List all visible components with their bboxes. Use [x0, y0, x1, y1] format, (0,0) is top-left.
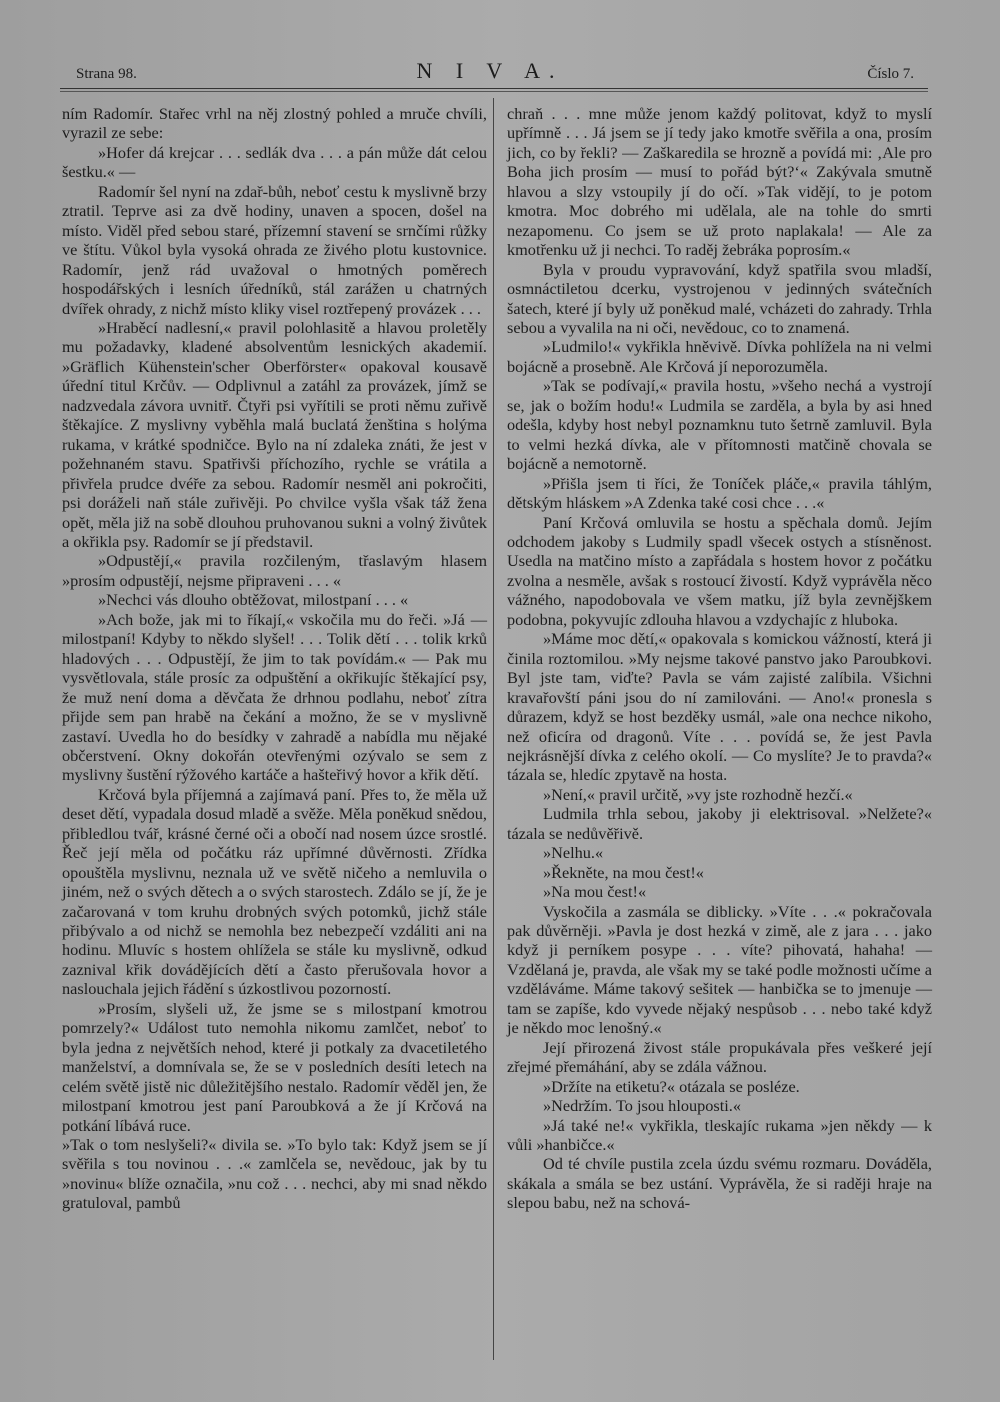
- paragraph: »Ludmilo!« vykřikla hněvivě. Dívka pohlížela na ni velmi bojácně a prosebně. Ale Krčová jí neporozuměla.: [507, 337, 932, 376]
- paragraph: »Nechci vás dlouho obtěžovat, milostpaní . . . «: [98, 590, 409, 610]
- paragraph: »Přišla jsem ti říci, že Toníček pláče,« pravila táhlým, dětským hláskem »A Zdenka také cosi chce . . .«: [507, 473, 932, 513]
- paragraph: ním Radomír. Stařec vrhl na něj zlostný pohled a mruče chvíli, vyrazil ze sebe:: [62, 104, 487, 143]
- paragraph: »Hraběcí nadlesní,« pravil polohlasitě a hlavou proletěly mu požadavky, kladené absolventům lesnických akademií. »Gräflich Kühenstein'scher Oberförster« opakoval kousavě úřední titul Krčův. — Odplivnul a zatáhl za provázek, jímž se nadzvedala závora uvnitř. Čtyři psi vyřítili se proti němu zuřivě štěkajíce. Z myslivny vyběhla malá buclatá ženština s holýma rukama, v krátké spodničce. Bylo na ní zdaleka znáti, že jest v požehnaném stavu. Spatřivši příchozího, rychle se vrátila a přivřela prudce dvéře za sebou. Radomír nesměl ani pokročiti, psi doráželi naň stále zuřivěji. Po chvilce vyšla však táž žena opět, měla již na sobě dlouhou pruhovanou sukni a volný živůtek a okřikla psy. Radomír se jí představil.: [62, 317, 487, 551]
- paragraph: »Nelhu.«: [543, 843, 604, 863]
- paragraph: »Odpustějí,« pravila rozčileným, třaslavým hlasem »prosím odpustějí, nejsme připraveni . . . «: [62, 551, 487, 590]
- header-rule-thin: [60, 91, 928, 92]
- paragraph: »Držíte na etiketu?« otázala se posléze.: [543, 1076, 800, 1096]
- left-column: [62, 104, 487, 1213]
- journal-title: N I V A.: [416, 58, 564, 83]
- paragraph: »Hofer dá krejcar . . . sedlák dva . . . a pán může dát celou šestku.« —: [62, 142, 487, 182]
- paragraph: Od té chvíle pustila zcela úzdu svému rozmaru. Dováděla, skákala a smála se bez ustání. Vyprávěla, že si raději hraje na slepou babu, než na schová-: [507, 1154, 932, 1213]
- paragraph: Byla v proudu vypravování, když spatřila svou mladší, osmnáctiletou dcerku, vystrojenou v jedinných svátečních šatech, které jí byly už poněkud malé, vcházeti do zahrady. Trhla sebou a vyvalila na ni oči, nevědouc, co to znamená.: [507, 259, 932, 337]
- page-number: Strana 98.: [76, 66, 137, 82]
- header-rule: [60, 88, 928, 89]
- paragraph: »Já také ne!« vykřikla, tleskajíc rukama »jen někdy — k vůli »hanbičce.«: [507, 1115, 932, 1155]
- column-divider: [493, 98, 494, 1360]
- paragraph: chraň . . . mne může jenom každý politovat, když to myslí upřímně . . . Já jsem se jí tedy jako kmotře svěřila a ona, prosím jich, co by řekli? — Zaškaredila se hrozně a povídá mi: ‚Ale pro Boha jich prosím — musí to pořád být?‘« Zakývala smutně hlavou a slzy vstoupily jí do očí. »Tak vidějí, to je potom kmotra. Moc dobrého mi udělala, ale na tohle do smrti nezapomenu. Co jsem se už proto naplakala! — Ale za kmotřenku už ji nechci. To raděj žebráka poprosím.«: [507, 104, 932, 260]
- paragraph: Krčová byla příjemná a zajímavá paní. Přes to, že měla už deset dětí, vypadala dosud mladě a svěže. Měla poněkud snědou, přibledlou tvář, krásné černé oči a obočí nad nosem úzce srostlé. Řeč její měla od počátku ráz upřímné důvěrnosti. Zřídka opouštěla myslivnu, neznala už ve světě ničeho a nemluvila o jiném, než o svých dětech a o svých starostech. Zdálo se jí, že je začarovaná v tom kruhu drobných svých potomků, jichž stále přibývalo a od nichž se nemohla bez nebezpečí vzdáliti ani na hodinu. Mluvíc s hostem ohlížela se stále ku myslivně, odkud zaznival křik dovádějících dětí a často přerušovala hovor a naslouchala jejich řádění s úzkostlivou pozorností.: [62, 784, 487, 999]
- paragraph: »Na mou čest!«: [543, 882, 647, 902]
- paragraph: Ludmila trhla sebou, jakoby ji elektrisoval. »Nelžete?« tázala se nedůvěřivě.: [507, 804, 932, 843]
- paragraph: »Tak se podívají,« pravila hostu, »všeho nechá a vystrojí se, jak o božím hodu!« Ludmila se zarděla, a byla by asi hned odešla, kdyby host nebyl poznamknu tuto šetrně zamluvil. Byla to velmi hezká dívka, ale v přítomnosti matčině chovala se bojácně a nemotorně.: [507, 376, 932, 474]
- paragraph: »Máme moc dětí,« opakovala s komickou vážností, která ji činila roztomilou. »My nejsme takové panstvo jako Paroubkovi. Byl jste tam, viďte? Pavla se vám zajisté zalíbila. Všichni kravařovští páni jsou do ní zamilováni. — Ano!« pronesla s důrazem, když se host bezděky usmál, »ale ona nechce nikoho, než oficíra od dragonů. Víte . . . povídá se, že jest Pavla nejkrásnější dívka z celého okolí. — Co myslíte? Je to pravda?« tázala se, hledíc zpytavě na hosta.: [507, 629, 932, 785]
- paragraph: »Řekněte, na mou čest!«: [543, 862, 704, 882]
- paragraph: »Není,« pravil určitě, »vy jste rozhodně hezčí.«: [543, 784, 853, 804]
- paragraph: »Tak o tom neslyšeli?« divila se. »To bylo tak: Když jsem se jí svěřila s tou novinou . . .« zamlčela se, nevědouc, jak by tu »novinu« blíže označila, »nu což . . . nechci, aby mi snad někdo gratuloval, pambů: [62, 1135, 487, 1213]
- page-header: [60, 58, 920, 84]
- paragraph: Vyskočila a zasmála se diblicky. »Víte . . .« pokračovala pak důvěrněji. »Pavla je dost hezká v zimě, ale z jara . . . jako když ji perníkem posype . . . víte? pihovatá, hahaha! — Vzdělaná je, pravda, ale však my se také podle možnosti učíme a vzděláváme. Máme takový sešitek — hanbička se to jmenuje — tam se zapíše, kdo vyvede nějaký nespůsob . . . nebo také když je někdo moc lenošný.«: [507, 901, 932, 1038]
- right-column: [507, 104, 932, 1213]
- paragraph: »Prosím, slyšeli už, že jsme se s milostpaní kmotrou pomrzely?« Událost tuto nemohla nikomu zamlčet, neboť to byla jedna z největších nehod, které ji potkaly za dvacetiletého manželství, a domnívala se, že se v posledních desíti letech na celém světě jistě nic důležitějšího nestalo. Radomír věděl jen, že milostpaní kmotrou jest paní Paroubková a že jí Krčová na potkání líbává ruce.: [62, 998, 487, 1135]
- paragraph: Paní Krčová omluvila se hostu a spěchala domů. Jejím odchodem jakoby s Ludmily spadl všecek ostych a stísněnost. Usedla na matčino místo a zapřádala s hostem hovor z počátku zvolna a nesměle, avšak s rostoucí živostí. Když vyprávěla něco vážného, napodobovala ve všem matku, jíž byla zevnějškem podobna, pokyvujíc zdlouha hlavou a vzdychajíc z hluboka.: [507, 512, 932, 629]
- paragraph: Její přirozená živost stále propukávala přes veškeré její zřejmé přemáhání, aby se zdála vážnou.: [507, 1037, 932, 1077]
- paragraph: Radomír šel nyní na zdař-bůh, neboť cestu k myslivně brzy ztratil. Teprve asi za dvě hodiny, unaven a spocen, došel na místo. Viděl před sebou staré, přízemní stavení se srnčími růžky ve štítu. Vůkol byla vysoká ohrada ze živého plotu kustovnice. Radomír, jenž rád uvažoval o hmotných poměrech hospodářských i lesních úředníků, stál zarážen u chatrných dvířek ohrady, z nichž místo kliky visel roztřepený provázek . . .: [62, 181, 487, 318]
- paragraph: »Ach bože, jak mi to říkají,« vskočila mu do řeči. »Já — milostpaní! Kdyby to někdo slyšel! . . . Tolik dětí . . . tolik krků hladových . . . Odpustějí, že jim to tak povídám.« — Pak mu vysvětlovala, stále prosíc za odpuštění a okřikujíc štěkající psy, že muž není doma a děvčata že drhnou podlahu, neboť zítra přijde sem pan hrabě na čekání a možno, že se v myslivně zastaví. Uvedla ho do besídky v zahradě a nabídla mu nějaké občerstvení. Okny dokořán otevřenými ozývalo se sem z myslivny šustění rýžového kartáče a hašteřivý hovor a křik dětí.: [62, 609, 487, 785]
- issue-number: Číslo 7.: [867, 66, 914, 82]
- paragraph: »Nedržím. To jsou hlouposti.«: [543, 1096, 741, 1116]
